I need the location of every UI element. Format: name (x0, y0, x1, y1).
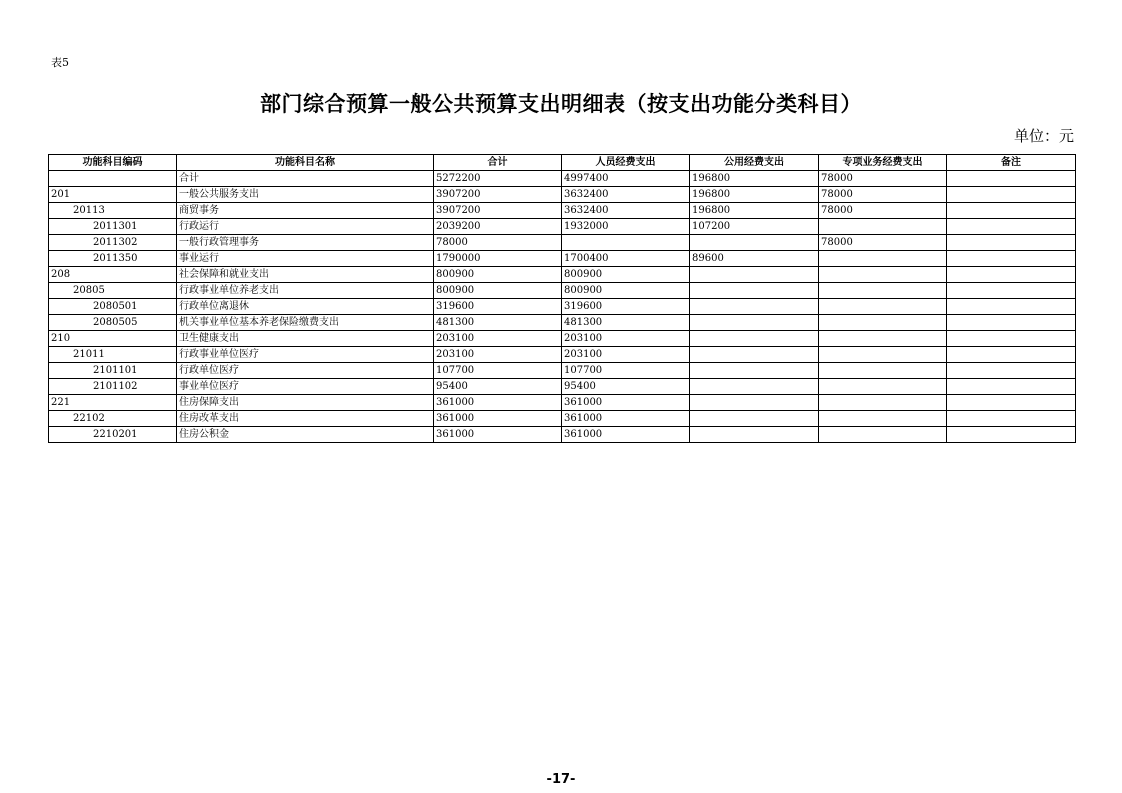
cell-note (947, 347, 1076, 363)
cell-personnel: 800900 (562, 267, 690, 283)
cell-total: 481300 (434, 315, 562, 331)
cell-personnel: 203100 (562, 347, 690, 363)
cell-special (819, 251, 947, 267)
cell-code: 210 (49, 331, 177, 347)
cell-note (947, 427, 1076, 443)
cell-total: 319600 (434, 299, 562, 315)
table-number-label: 表5 (51, 56, 69, 69)
cell-public (690, 283, 819, 299)
cell-public (690, 331, 819, 347)
column-header-name: 功能科目名称 (177, 155, 434, 171)
cell-personnel: 1932000 (562, 219, 690, 235)
cell-note (947, 283, 1076, 299)
cell-code: 221 (49, 395, 177, 411)
cell-special (819, 219, 947, 235)
cell-special (819, 315, 947, 331)
table-row (49, 299, 1076, 315)
cell-total: 5272200 (434, 171, 562, 187)
table-row (49, 347, 1076, 363)
cell-special (819, 283, 947, 299)
cell-code: 2080501 (49, 299, 177, 315)
cell-personnel (562, 235, 690, 251)
cell-special (819, 379, 947, 395)
cell-code: 2011350 (49, 251, 177, 267)
cell-note (947, 315, 1076, 331)
cell-note (947, 267, 1076, 283)
cell-total: 361000 (434, 427, 562, 443)
table-row (49, 171, 1076, 187)
cell-code: 208 (49, 267, 177, 283)
cell-name: 事业单位医疗 (177, 379, 434, 395)
column-header-note: 备注 (947, 155, 1076, 171)
cell-public (690, 395, 819, 411)
cell-note (947, 187, 1076, 203)
cell-code: 2101101 (49, 363, 177, 379)
cell-special (819, 267, 947, 283)
cell-total: 203100 (434, 347, 562, 363)
cell-code: 20113 (49, 203, 177, 219)
budget-table (48, 154, 1076, 443)
table-row (49, 395, 1076, 411)
table-row (49, 315, 1076, 331)
cell-code: 2011302 (49, 235, 177, 251)
cell-special (819, 331, 947, 347)
cell-special (819, 427, 947, 443)
cell-note (947, 203, 1076, 219)
cell-code: 2080505 (49, 315, 177, 331)
cell-note (947, 235, 1076, 251)
cell-note (947, 171, 1076, 187)
cell-total: 203100 (434, 331, 562, 347)
cell-total: 2039200 (434, 219, 562, 235)
cell-personnel: 481300 (562, 315, 690, 331)
cell-special: 78000 (819, 235, 947, 251)
cell-personnel: 361000 (562, 411, 690, 427)
cell-name: 住房公积金 (177, 427, 434, 443)
cell-note (947, 299, 1076, 315)
cell-public (690, 379, 819, 395)
cell-public (690, 411, 819, 427)
cell-code: 21011 (49, 347, 177, 363)
cell-special: 78000 (819, 171, 947, 187)
column-header-public: 公用经费支出 (690, 155, 819, 171)
cell-code: 2210201 (49, 427, 177, 443)
cell-name: 行政事业单位养老支出 (177, 283, 434, 299)
table-row (49, 427, 1076, 443)
cell-special (819, 363, 947, 379)
cell-total: 800900 (434, 267, 562, 283)
cell-name: 合计 (177, 171, 434, 187)
column-header-personnel: 人员经费支出 (562, 155, 690, 171)
table-body (49, 171, 1076, 443)
cell-public: 196800 (690, 203, 819, 219)
table-row (49, 235, 1076, 251)
cell-name: 社会保障和就业支出 (177, 267, 434, 283)
table-row (49, 379, 1076, 395)
cell-note (947, 219, 1076, 235)
cell-code: 201 (49, 187, 177, 203)
cell-total: 1790000 (434, 251, 562, 267)
cell-name: 卫生健康支出 (177, 331, 434, 347)
cell-special (819, 347, 947, 363)
cell-public (690, 235, 819, 251)
cell-name: 行政运行 (177, 219, 434, 235)
cell-name: 商贸事务 (177, 203, 434, 219)
cell-personnel: 95400 (562, 379, 690, 395)
cell-personnel: 319600 (562, 299, 690, 315)
cell-public (690, 315, 819, 331)
cell-public: 107200 (690, 219, 819, 235)
cell-name: 机关事业单位基本养老保险缴费支出 (177, 315, 434, 331)
cell-personnel: 361000 (562, 427, 690, 443)
header-row (49, 155, 1076, 171)
cell-note (947, 411, 1076, 427)
cell-total: 3907200 (434, 187, 562, 203)
cell-personnel: 1700400 (562, 251, 690, 267)
cell-name: 住房改革支出 (177, 411, 434, 427)
table-row (49, 411, 1076, 427)
page-number: -17- (546, 772, 576, 787)
table-row (49, 251, 1076, 267)
table-row (49, 187, 1076, 203)
unit-label: 单位：元 (1013, 127, 1074, 145)
cell-public (690, 427, 819, 443)
table-row (49, 363, 1076, 379)
cell-name: 行政单位离退休 (177, 299, 434, 315)
cell-personnel: 107700 (562, 363, 690, 379)
cell-personnel: 3632400 (562, 187, 690, 203)
cell-special: 78000 (819, 187, 947, 203)
cell-special (819, 411, 947, 427)
table-row (49, 331, 1076, 347)
cell-public (690, 347, 819, 363)
cell-public: 196800 (690, 187, 819, 203)
cell-name: 行政事业单位医疗 (177, 347, 434, 363)
cell-total: 361000 (434, 411, 562, 427)
table-row (49, 267, 1076, 283)
cell-note (947, 379, 1076, 395)
cell-code: 20805 (49, 283, 177, 299)
column-header-code: 功能科目编码 (49, 155, 177, 171)
cell-name: 住房保障支出 (177, 395, 434, 411)
cell-personnel: 203100 (562, 331, 690, 347)
cell-code: 22102 (49, 411, 177, 427)
cell-total: 361000 (434, 395, 562, 411)
cell-special (819, 395, 947, 411)
cell-special (819, 299, 947, 315)
cell-public: 196800 (690, 171, 819, 187)
cell-code: 2101102 (49, 379, 177, 395)
column-header-total: 合计 (434, 155, 562, 171)
table-row (49, 283, 1076, 299)
cell-public (690, 299, 819, 315)
cell-public: 89600 (690, 251, 819, 267)
cell-note (947, 395, 1076, 411)
cell-total: 800900 (434, 283, 562, 299)
cell-note (947, 331, 1076, 347)
cell-personnel: 800900 (562, 283, 690, 299)
cell-name: 一般公共服务支出 (177, 187, 434, 203)
table-row (49, 203, 1076, 219)
cell-name: 行政单位医疗 (177, 363, 434, 379)
cell-total: 95400 (434, 379, 562, 395)
table-row (49, 219, 1076, 235)
table-header (49, 155, 1076, 171)
cell-note (947, 251, 1076, 267)
cell-name: 事业运行 (177, 251, 434, 267)
cell-total: 107700 (434, 363, 562, 379)
page-title: 部门综合预算一般公共预算支出明细表（按支出功能分类科目） (260, 92, 862, 116)
cell-name: 一般行政管理事务 (177, 235, 434, 251)
cell-special: 78000 (819, 203, 947, 219)
cell-code: 2011301 (49, 219, 177, 235)
cell-note (947, 363, 1076, 379)
column-header-special: 专项业务经费支出 (819, 155, 947, 171)
cell-total: 78000 (434, 235, 562, 251)
cell-total: 3907200 (434, 203, 562, 219)
cell-personnel: 361000 (562, 395, 690, 411)
cell-public (690, 363, 819, 379)
cell-personnel: 4997400 (562, 171, 690, 187)
cell-code (49, 171, 177, 187)
cell-public (690, 267, 819, 283)
cell-personnel: 3632400 (562, 203, 690, 219)
